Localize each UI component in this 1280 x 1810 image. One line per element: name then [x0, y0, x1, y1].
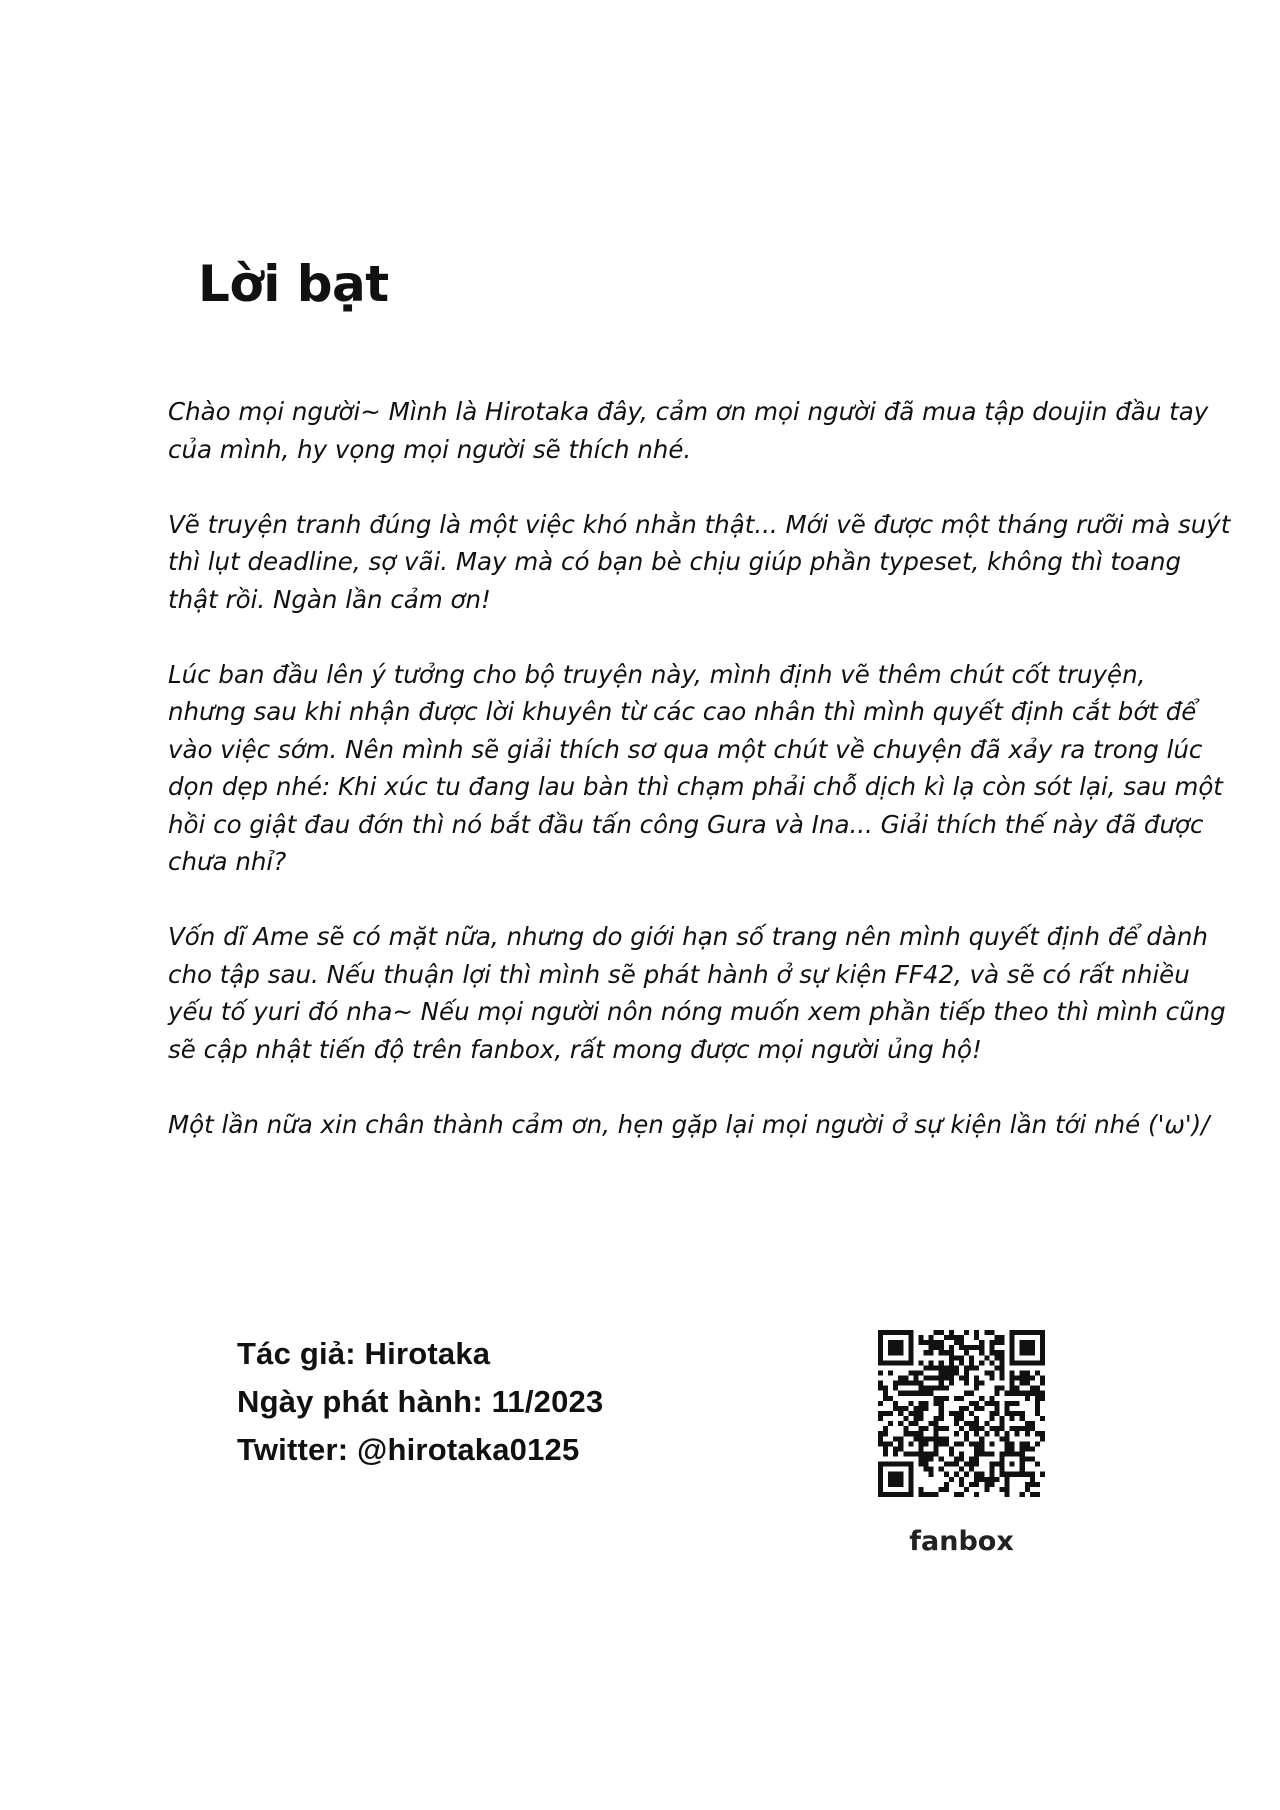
text-line: nhưng sau khi nhận được lời khuyên từ các cao nhân thì mình quyết định cắt bớt để: [168, 697, 1197, 726]
text-line: Lúc ban đầu lên ý tưởng cho bộ truyện này, mình định vẽ thêm chút cốt truyện,: [168, 659, 1146, 689]
text-line: hồi co giật đau đớn thì nó bắt đầu tấn công Gura và Ina... Giải thích thế này đã được: [168, 809, 1204, 839]
qr-code-icon[interactable]: [878, 1330, 1045, 1497]
text-line: sẽ cập nhật tiến độ trên fanbox, rất mong được mọi người ủng hộ!: [168, 1034, 982, 1064]
paragraph: [168, 506, 1231, 619]
text-line: Vẽ truyện tranh đúng là một việc khó nhằn thật... Mới vẽ được một tháng rưỡi mà suýt: [168, 509, 1231, 539]
twitter-handle: Twitter: @hirotaka0125: [237, 1432, 580, 1467]
paragraph: [168, 1106, 1210, 1144]
text-line: Một lần nữa xin chân thành cảm ơn, hẹn gặp lại mọi người ở sự kiện lần tới nhé ('ω')/: [168, 1109, 1210, 1139]
author-credit: Tác giả: Hirotaka: [237, 1336, 491, 1371]
text-line: vào việc sớm. Nên mình sẽ giải thích sơ qua một chút về chuyện đã xảy ra trong lúc: [168, 734, 1203, 764]
paragraph: [168, 918, 1226, 1068]
release-date: Ngày phát hành: 11/2023: [237, 1384, 604, 1419]
text-line: thì lụt deadline, sợ vãi. May mà có bạn bè chịu giúp phần typeset, không thì toang: [168, 547, 1182, 576]
text-line: Vốn dĩ Ame sẽ có mặt nữa, nhưng do giới hạn số trang nên mình quyết định để dành: [168, 922, 1208, 951]
paragraph: [168, 393, 1209, 468]
text-line: thật rồi. Ngàn lần cảm ơn!: [168, 584, 491, 614]
text-line: chưa nhỉ?: [168, 847, 287, 876]
afterword-body: [168, 393, 1231, 1181]
text-line: yếu tố yuri đó nha~ Nếu mọi người nôn nóng muốn xem phần tiếp theo thì mình cũng: [168, 997, 1226, 1026]
text-line: cho tập sau. Nếu thuận lợi thì mình sẽ phát hành ở sự kiện FF42, và sẽ có rất nhiều: [168, 959, 1190, 989]
page-title: Lời bạt: [198, 255, 389, 313]
qr-caption: fanbox: [909, 1526, 1014, 1557]
text-line: dọn dẹp nhé: Khi xúc tu đang lau bàn thì chạm phải chỗ dịch kì lạ còn sót lại, sau một: [168, 772, 1223, 801]
text-line: của mình, hy vọng mọi người sẽ thích nhé.: [168, 434, 692, 464]
credits-block: [237, 1330, 603, 1474]
text-line: Chào mọi người~ Mình là Hirotaka đây, cảm ơn mọi người đã mua tập doujin đầu tay: [168, 397, 1209, 426]
paragraph: [168, 656, 1223, 881]
